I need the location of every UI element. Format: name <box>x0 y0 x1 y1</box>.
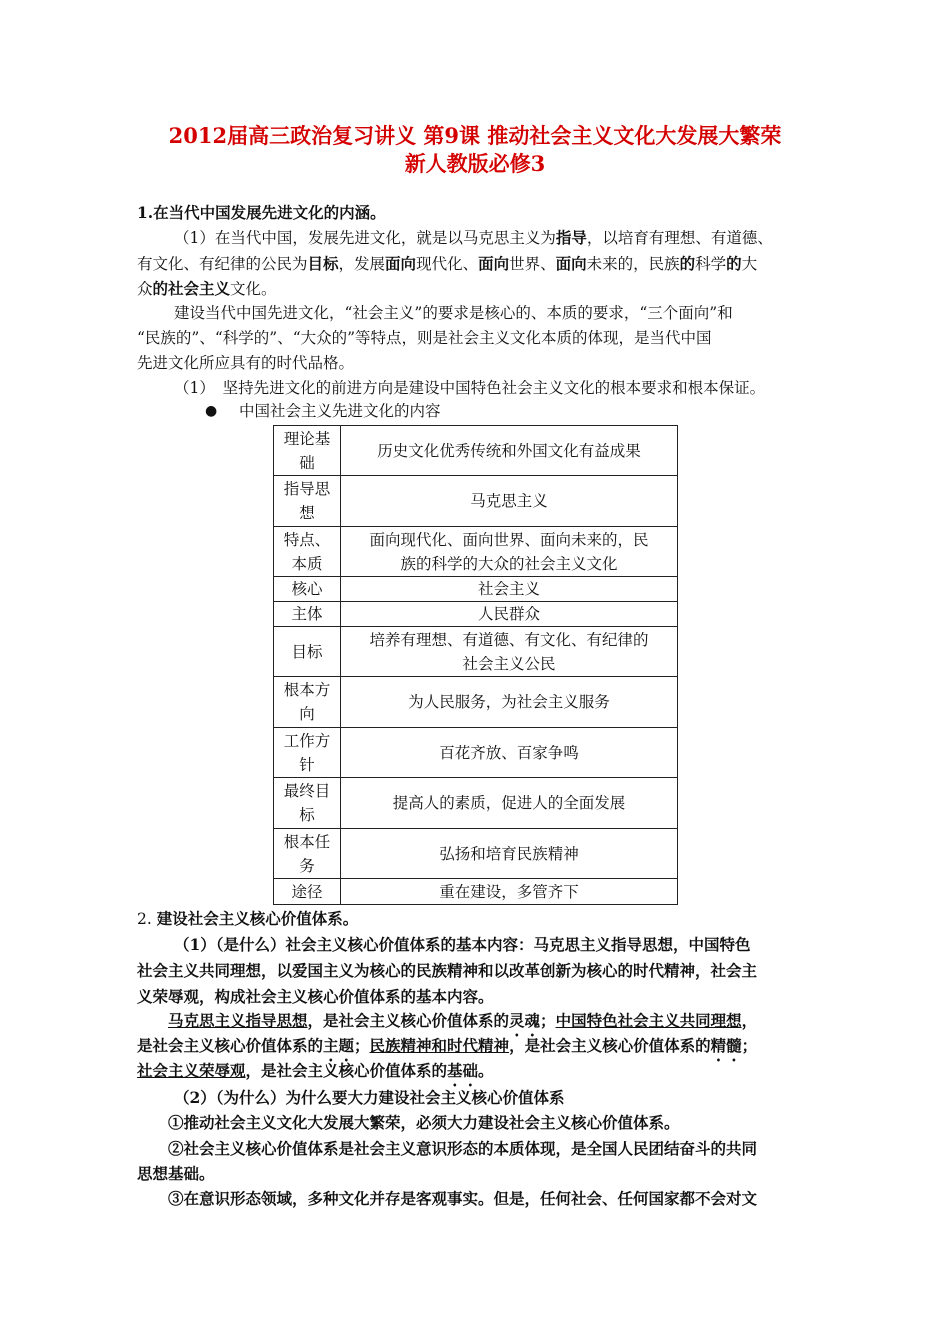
section1-p3: （1） 坚持先进文化的前进方向是建设中国特色社会主义文化的根本要求和根本保证。 <box>174 379 766 397</box>
cell-text: 理论基 <box>283 429 331 448</box>
cell-text: 面向现代化、面向世界、面向未来的，民 <box>369 530 649 549</box>
section2-item2-line1: ②社会主义核心价值体系是社会主义意识形态的本质体现，是全国人民团结奋斗的共同 <box>168 1139 758 1158</box>
underlined-text: 马克思主义指导思想 <box>168 1011 308 1030</box>
cell-text: 提高人的素质，促进人的全面发展 <box>392 794 626 812</box>
heading-number: 2. <box>137 910 152 928</box>
table-value-cell <box>341 677 678 728</box>
bold-text: 的 <box>726 254 742 273</box>
emphasis-text: 主题 <box>323 1036 355 1055</box>
section2-p1-line3: 义荣辱观，构成社会主义核心价值体系的基本内容。 <box>137 987 494 1006</box>
section1-p1-line2 <box>137 251 837 277</box>
section1-p2-line2: “民族的”、“科学的”、“大众的”等特点，则是社会主义文化本质的体现，是当代中国 <box>137 329 712 347</box>
cell-text: 本质 <box>291 554 323 573</box>
bold-text: 面向 <box>555 254 587 273</box>
cell-text: 标 <box>299 806 315 824</box>
table-row <box>274 602 678 627</box>
cell-text: 弘扬和培育民族精神 <box>439 844 579 863</box>
cell-text: 核心 <box>291 580 323 598</box>
bullet-text: 中国社会主义先进文化的内容 <box>239 402 441 420</box>
table-value-cell <box>341 879 678 905</box>
text-span: 是社会主义核心价值体系的 <box>137 1036 324 1055</box>
cell-text: 族的科学的大众的社会主义文化 <box>400 554 618 573</box>
text-span: ，是社会主义核心价值体系的 <box>509 1036 711 1055</box>
bold-text: 目标 <box>307 254 339 273</box>
cell-text: 想 <box>299 504 315 522</box>
table-key-cell <box>274 627 341 677</box>
cell-text: 培养有理想、有道德、有文化、有纪律的 <box>369 630 649 649</box>
text-span: ； <box>540 1011 556 1030</box>
table-row <box>274 476 678 527</box>
bullet-dot-icon: ● <box>205 403 218 419</box>
text-span: ，是社会主义核心价值体系的 <box>307 1011 510 1030</box>
document-title-line2: 新人教版必修3 <box>404 151 546 176</box>
cell-text: 途径 <box>291 882 323 901</box>
cell-text: 务 <box>299 856 315 875</box>
cell-text: 根本方 <box>283 681 331 699</box>
table-key-cell <box>274 602 341 627</box>
text-span: 未来的，民族 <box>586 255 680 273</box>
table-row <box>274 879 678 905</box>
table-key-cell <box>274 677 341 728</box>
table-row <box>274 728 678 778</box>
emphasis-text: 基础 <box>447 1061 479 1080</box>
content-table <box>273 425 678 905</box>
text-span: 大 <box>741 255 758 273</box>
table-key-cell <box>274 476 341 527</box>
cell-text: 特点、 <box>283 530 331 549</box>
table-value-cell <box>341 527 678 577</box>
table-row <box>274 677 678 728</box>
table-key-cell <box>274 426 341 476</box>
table-key-cell <box>274 879 341 905</box>
cell-text: 指导思 <box>283 480 331 498</box>
table-row <box>274 426 678 476</box>
text-span: 现代化、 <box>416 255 479 273</box>
table-key-cell <box>274 527 341 577</box>
text-span: ； <box>354 1036 370 1055</box>
underlined-text: 民族精神和时代精神 <box>369 1036 510 1055</box>
text-span: 。 <box>478 1061 494 1080</box>
cell-text: 工作方 <box>283 731 331 750</box>
text-span: 众 <box>137 280 153 298</box>
bold-text: 的 <box>679 254 696 273</box>
cell-text: 社会主义公民 <box>462 654 556 673</box>
bold-text: 面向 <box>385 254 417 273</box>
document-title-line1: 2012届高三政治复习讲义 第9课 推动社会主义文化大发展大繁荣 <box>168 123 782 148</box>
text-span: 世界、 <box>509 255 556 273</box>
table-value-cell <box>341 778 678 829</box>
table-row <box>274 778 678 829</box>
table-row <box>274 577 678 602</box>
table-row <box>274 527 678 577</box>
text-span: 文化。 <box>230 280 277 298</box>
text-span: 科学 <box>695 255 727 273</box>
cell-text: 主体 <box>291 605 323 623</box>
cell-text: 目标 <box>291 642 323 661</box>
underlined-text: 中国特色社会主义共同理想 <box>555 1011 742 1030</box>
table-value-cell <box>341 627 678 677</box>
table-key-cell <box>274 728 341 778</box>
bold-text: 的社会主义 <box>152 279 231 298</box>
text-span: （1）在当代中国，发展先进文化，就是以马克思主义为 <box>174 229 556 247</box>
section2-p3: （2）（为什么）为什么要大力建设社会主义核心价值体系 <box>174 1088 565 1107</box>
cell-text: 根本任 <box>283 832 331 851</box>
table-value-cell <box>341 577 678 602</box>
text-span: ，以培育有理想、有道德、 <box>586 229 773 247</box>
table-key-cell <box>274 577 341 602</box>
table-value-cell <box>341 602 678 627</box>
heading-text: 建设社会主义核心价值体系。 <box>156 909 359 928</box>
cell-text: 向 <box>299 705 315 723</box>
text-span: ，发展 <box>338 255 386 273</box>
cell-text: 重在建设，多管齐下 <box>439 882 579 901</box>
table-row <box>274 829 678 879</box>
underlined-text: 社会主义荣辱观 <box>137 1061 246 1080</box>
cell-text: 历史文化优秀传统和外国文化有益成果 <box>377 441 641 460</box>
table-value-cell <box>341 728 678 778</box>
section2-heading <box>137 906 837 932</box>
text-span: ，是社会主义核心价值体系的 <box>245 1061 448 1080</box>
section1-heading: 1.在当代中国发展先进文化的内涵。 <box>137 203 386 222</box>
bold-text: 面向 <box>478 254 510 273</box>
bold-text: 指导 <box>555 228 587 247</box>
section1-p1-line3 <box>137 276 837 302</box>
table-key-cell <box>274 829 341 879</box>
cell-text: 为人民服务，为社会主义服务 <box>408 693 610 711</box>
cell-text: 人民群众 <box>477 605 540 623</box>
text-span: 有文化、有纪律的公民为 <box>137 255 308 273</box>
section2-item1: ①推动社会主义文化大发展大繁荣，必须大力建设社会主义核心价值体系。 <box>168 1113 680 1132</box>
cell-text: 百花齐放、百家争鸣 <box>439 743 579 762</box>
table-value-cell <box>341 426 678 476</box>
section2-p1-line1: （1）（是什么）社会主义核心价值体系的基本内容：马克思主义指导思想，中国特色 <box>174 935 751 954</box>
table-row <box>274 627 678 677</box>
cell-text: 社会主义 <box>477 580 540 598</box>
table-value-cell <box>341 829 678 879</box>
table-key-cell <box>274 778 341 829</box>
section1-p2-line1: 建设当代中国先进文化，“社会主义”的要求是核心的、本质的要求，“三个面向”和 <box>174 304 733 322</box>
table-value-cell <box>341 476 678 527</box>
cell-text: 础 <box>299 453 315 472</box>
text-span: ； <box>741 1036 758 1055</box>
cell-text: 马克思主义 <box>470 492 548 510</box>
cell-text: 针 <box>299 755 315 774</box>
cell-text: 最终目 <box>283 782 331 800</box>
section2-p1-line2: 社会主义共同理想，以爱国主义为核心的民族精神和以改革创新为核心的时代精神，社会主 <box>137 961 758 980</box>
text-span: ， <box>741 1011 758 1030</box>
section2-item2-line2: 思想基础。 <box>137 1164 215 1183</box>
emphasis-text: 灵魂 <box>509 1011 541 1030</box>
section1-p1-line1 <box>174 225 874 251</box>
section2-item3: ③在意识形态领域，多种文化并存是客观事实。但是，任何社会、任何国家都不会对文 <box>168 1189 758 1208</box>
emphasis-text: 精髓 <box>710 1036 742 1055</box>
section1-p2-line3: 先进文化所应具有的时代品格。 <box>137 354 355 372</box>
